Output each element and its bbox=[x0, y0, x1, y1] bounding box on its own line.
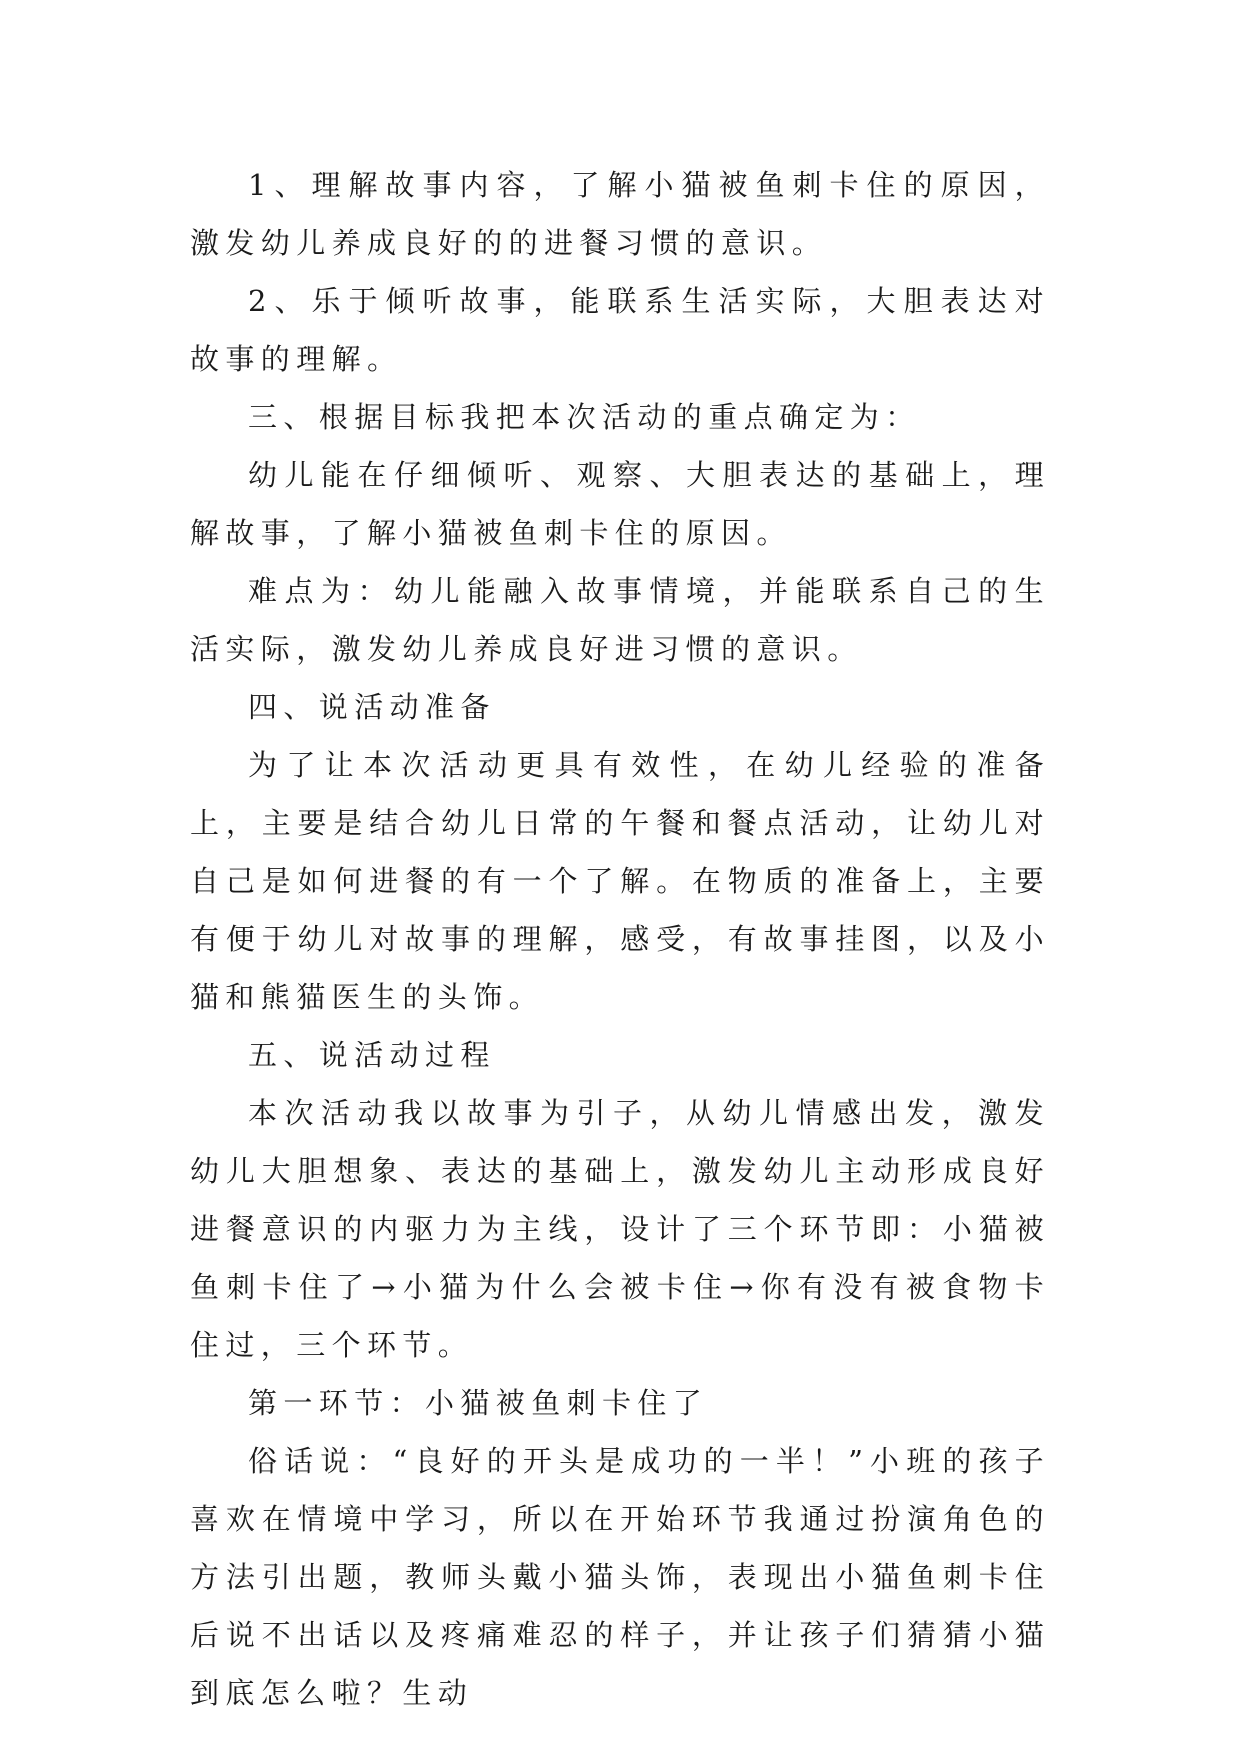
key-point-paragraph: 幼儿能在仔细倾听、观察、大胆表达的基础上，理解故事，了解小猫被鱼刺卡住的原因。 bbox=[190, 458, 1050, 550]
section-five-heading: 五、说活动过程 bbox=[248, 1038, 496, 1072]
stage-one-heading: 第一环节：小猫被鱼刺卡住了 bbox=[248, 1386, 709, 1420]
process-overview-paragraph: 本次活动我以故事为引子，从幼儿情感出发，激发幼儿大胆想象、表达的基础上，激发幼儿主动形成良好进餐意识的内驱力为主线，设计了三个环节即：小猫被鱼刺卡住了→小猫为什么会被卡住→你有没有被食物卡住过，三个环节。 bbox=[190, 1096, 1050, 1362]
preparation-paragraph: 为了让本次活动更具有效性，在幼儿经验的准备上，主要是结合幼儿日常的午餐和餐点活动，让幼儿对自己是如何进餐的有一个了解。在物质的准备上，主要有便于幼儿对故事的理解，感受，有故事挂图，以及小猫和熊猫医生的头饰。 bbox=[190, 748, 1050, 1014]
section-four-heading: 四、说活动准备 bbox=[248, 690, 496, 724]
stage-one-paragraph: 俗话说：“良好的开头是成功的一半！”小班的孩子喜欢在情境中学习，所以在开始环节我通过扮演角色的方法引出题，教师头戴小猫头饰，表现出小猫鱼刺卡住后说不出话以及疼痛难忍的样子，并让孩子们猜猜小猫到底怎么啦？生动 bbox=[190, 1444, 1050, 1710]
objective-2-paragraph: 2、乐于倾听故事，能联系生活实际，大胆表达对故事的理解。 bbox=[190, 284, 1050, 376]
objective-1-paragraph: 1、理解故事内容，了解小猫被鱼刺卡住的原因，激发幼儿养成良好的的进餐习惯的意识。 bbox=[190, 168, 1050, 260]
difficulty-paragraph: 难点为：幼儿能融入故事情境，并能联系自己的生活实际，激发幼儿养成良好进习惯的意识。 bbox=[190, 574, 1050, 666]
section-three-heading: 三、根据目标我把本次活动的重点确定为： bbox=[248, 400, 921, 434]
document-body bbox=[190, 156, 1050, 1722]
